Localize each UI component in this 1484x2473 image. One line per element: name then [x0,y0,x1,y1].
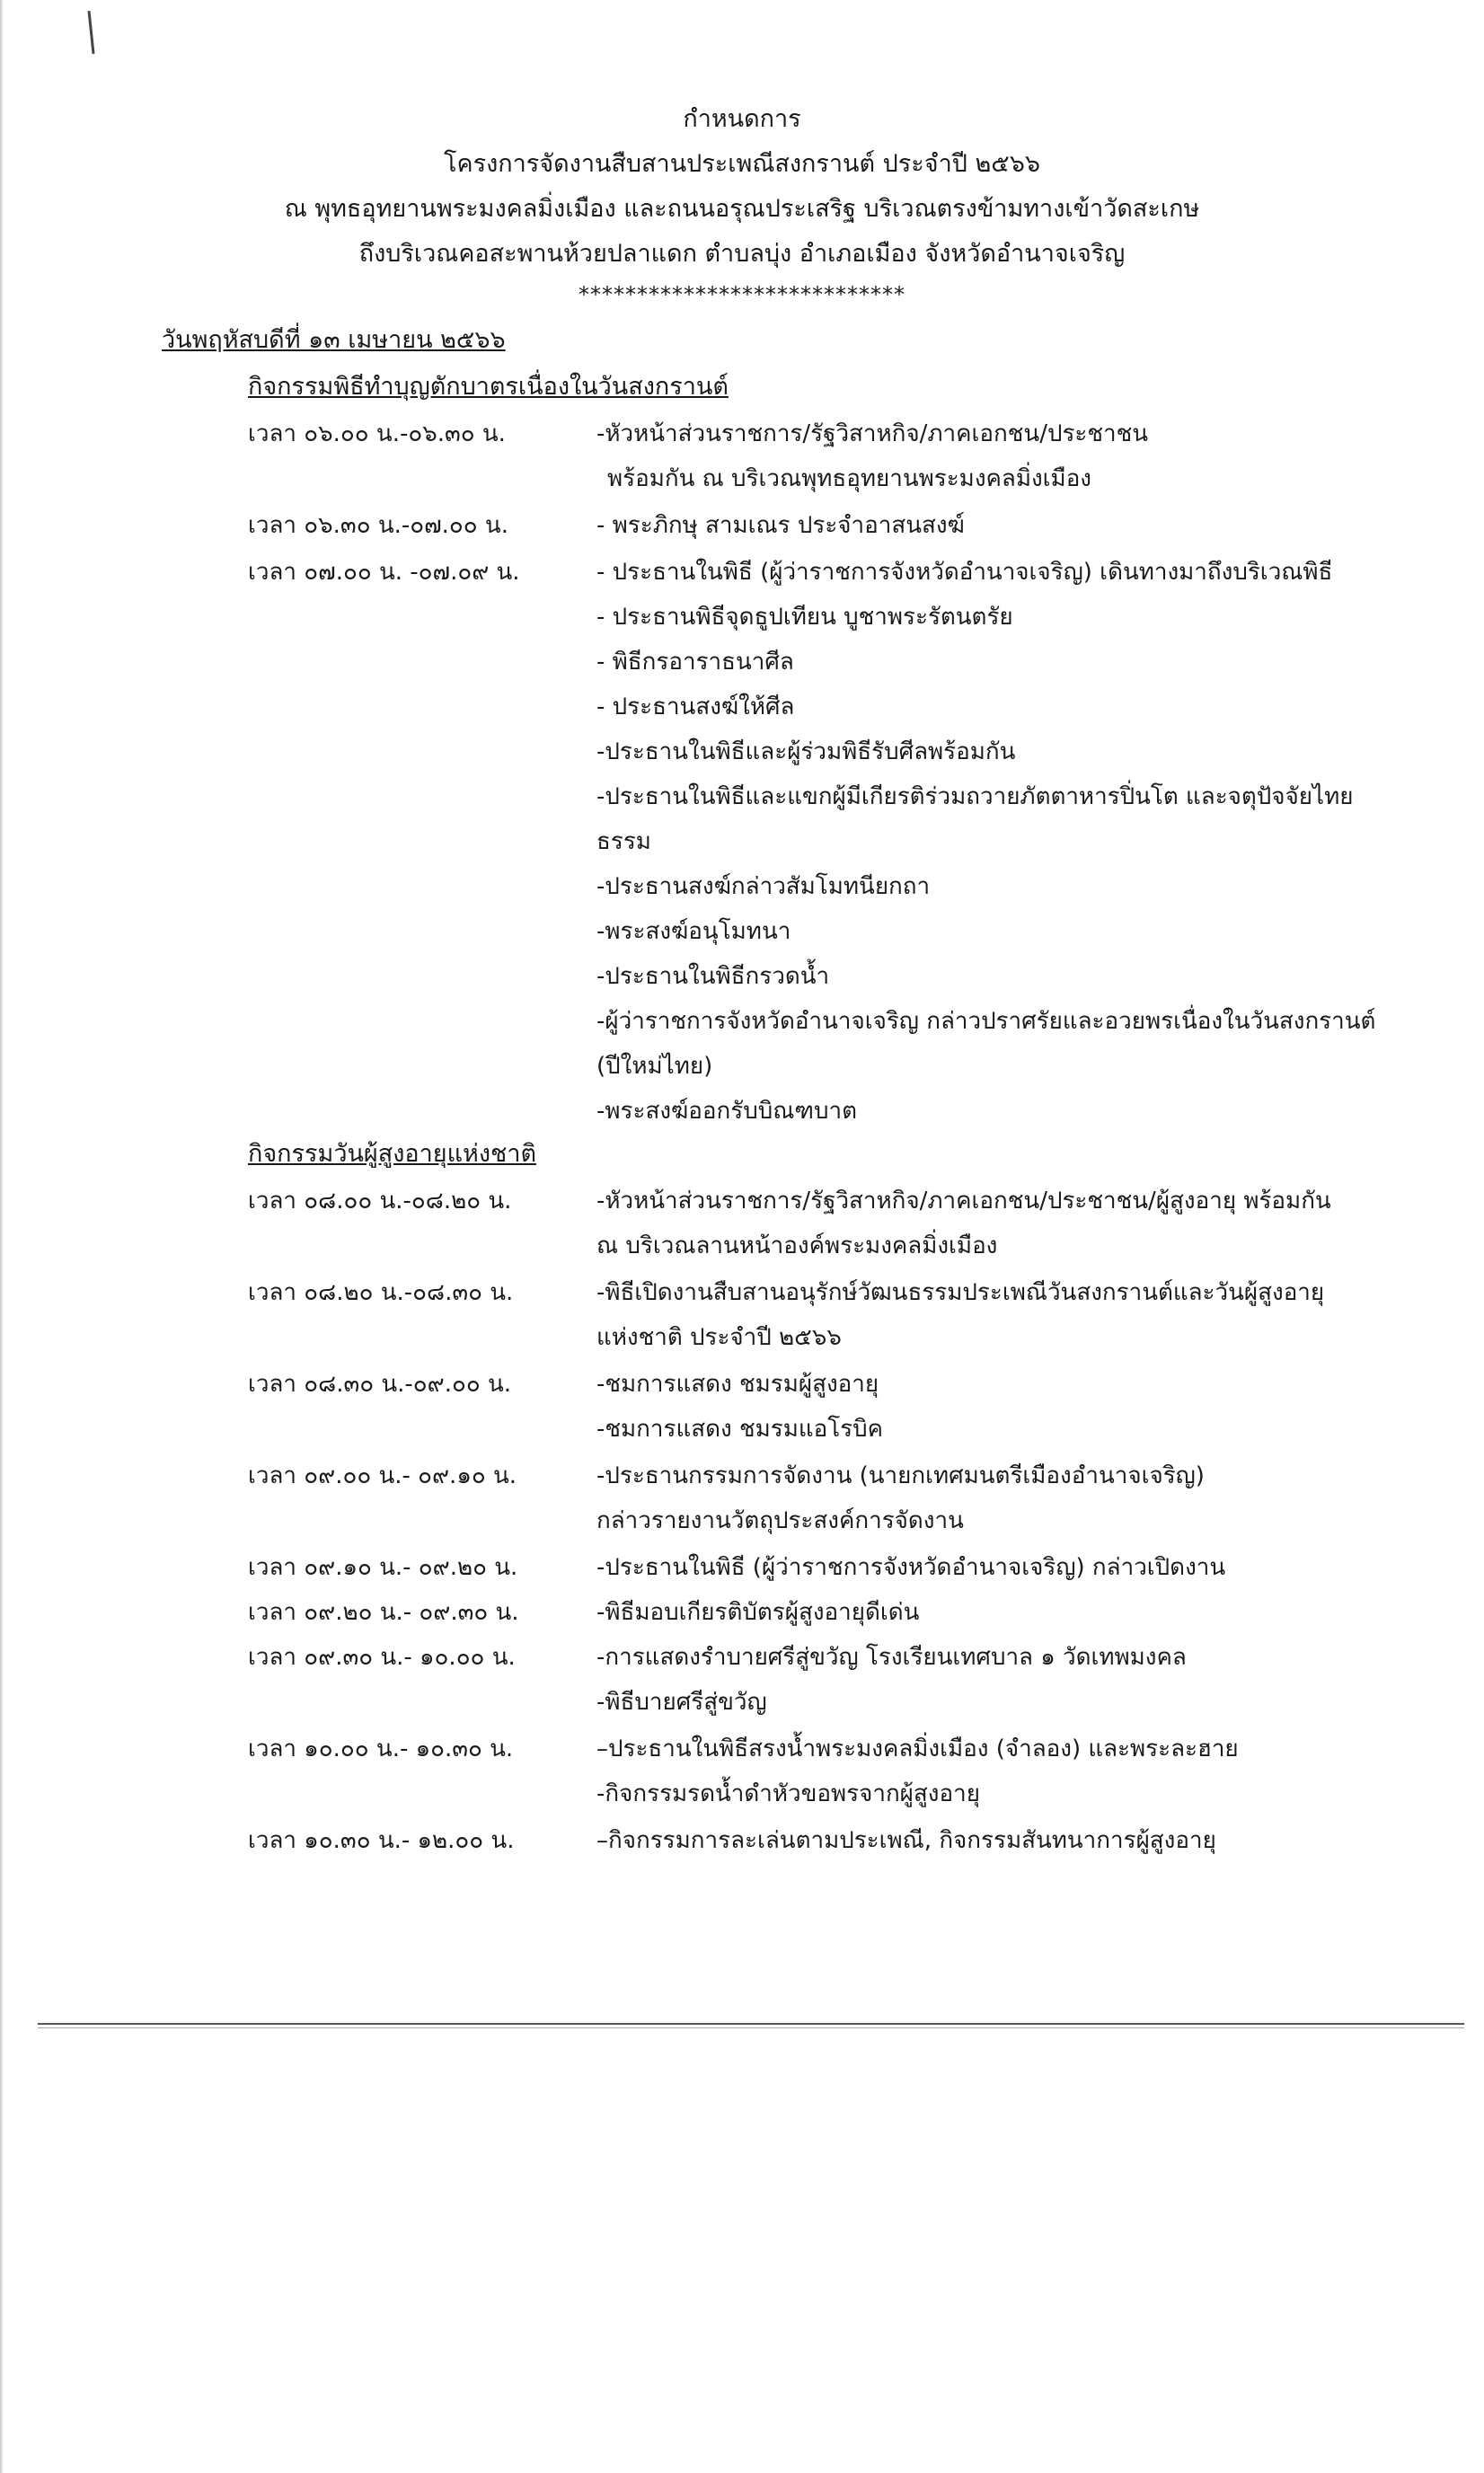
schedule-description [596,1270,1405,1360]
description-line: -ผู้ว่าราชการจังหวัดอำนาจเจริญ กล่าวปราศรัยและอวยพรเนื่องในวันสงกรานต์ [596,1008,1376,1035]
description-line: ธรรม [596,828,651,855]
schedule-description [596,1362,1405,1452]
description-line: แห่งชาติ ประจำปี ๒๕๖๖ [596,1324,842,1351]
date-heading: วันพฤหัสบดีที่ ๑๓ เมษายน ๒๕๖๖ [162,326,506,354]
schedule-time: เวลา ๐๖.๓๐ น.-๐๗.๐๐ น. [248,512,508,539]
description-line: -ประธานสงฆ์กล่าวสัมโมทนียกถา [596,873,931,900]
schedule-time: เวลา ๐๘.๓๐ น.-๐๙.๐๐ น. [248,1371,512,1398]
description-line: - ประธานสงฆ์ให้ศีล [596,693,795,720]
document-title: กำหนดการ [683,105,801,133]
description-line: -ประธานในพิธีกรวดน้ำ [596,963,830,990]
section-title-merit: กิจกรรมพิธีทำบุญตักบาตรเนื่องในวันสงกรานต์ [248,373,729,401]
schedule-time: เวลา ๐๖.๐๐ น.-๐๖.๓๐ น. [248,420,506,447]
description-line: - พระภิกษุ สามเณร ประจำอาสนสงฆ์ [596,512,965,539]
description-line: กล่าวรายงานวัตถุประสงค์การจัดงาน [596,1507,964,1534]
venue-line-1: ณ พุทธอุทยานพระมงคลมิ่งเมือง และถนนอรุณประเสริฐ บริเวณตรงข้ามทางเข้าวัดสะเกษ [284,195,1200,223]
description-line: -ชมการแสดง ชมรมแอโรบิค [596,1416,884,1443]
description-line: -ชมการแสดง ชมรมผู้สูงอายุ [596,1371,879,1398]
description-line: -พิธีบายศรีสู่ขวัญ [596,1689,767,1716]
schedule-time: เวลา ๐๙.๒๐ น.- ๐๙.๓๐ น. [248,1599,519,1626]
venue-line-2: ถึงบริเวณคอสะพานห้วยปลาแดก ตำบลบุ่ง อำเภอเมือง จังหวัดอำนาจเจริญ [358,240,1126,268]
scan-mark [87,11,94,54]
schedule-time: เวลา ๐๙.๑๐ น.- ๐๙.๒๐ น. [248,1554,518,1581]
description-line: - ประธานพิธีจุดธูปเทียน บูชาพระรัตนตรัย [596,604,1013,631]
schedule-description [596,503,1405,548]
description-line: พร้อมกัน ณ บริเวณพุทธอุทยานพระมงคลมิ่งเมือง [607,465,1092,492]
footer-divider-shadow [38,2027,1464,2028]
description-line: -ประธานกรรมการจัดงาน (นายกเทศมนตรีเมืองอำนาจเจริญ) [596,1462,1205,1489]
schedule-description [596,1545,1405,1590]
schedule-description [596,1179,1405,1268]
description-line: -ประธานในพิธีและแขกผู้มีเกียรติร่วมถวายภัตตาหารปิ่นโต และจตุปัจจัยไทย [596,783,1354,810]
description-line: -หัวหน้าส่วนราชการ/รัฐวิสาหกิจ/ภาคเอกชน/ประชาชน/ผู้สูงอายุ พร้อมกัน [596,1188,1331,1214]
star-divider: **************************** [579,282,905,307]
schedule-time: เวลา ๐๗.๐๐ น. -๐๗.๐๙ น. [248,559,520,586]
schedule-time: เวลา ๐๘.๐๐ น.-๐๘.๒๐ น. [248,1188,512,1214]
footer-divider [38,2023,1464,2025]
project-name: โครงการจัดงานสืบสานประเพณีสงกรานต์ ประจำปี ๒๕๖๖ [444,150,1040,178]
description-line: -ประธานในพิธีและผู้ร่วมพิธีรับศีลพร้อมกัน [596,738,1016,765]
description-line: -พระสงฆ์ออกรับบิณฑบาต [596,1098,857,1125]
description-line: –ประธานในพิธีสรงน้ำพระมงคลมิ่งเมือง (จำลอง) และพระละฮาย [596,1736,1239,1762]
schedule-time: เวลา ๑๐.๓๐ น.- ๑๒.๐๐ น. [248,1827,515,1854]
scan-edge [0,0,4,2473]
description-line: –กิจกรรมการละเล่นตามประเพณี, กิจกรรมสันทนาการผู้สูงอายุ [596,1827,1216,1854]
description-line: -การแสดงรำบายศรีสู่ขวัญ โรงเรียนเทศบาล ๑ วัดเทพมงคล [596,1644,1187,1671]
description-line: - ประธานในพิธี (ผู้ว่าราชการจังหวัดอำนาจเจริญ) เดินทางมาถึงบริเวณพิธี [596,559,1333,586]
schedule-description [596,1635,1405,1725]
description-line: -หัวหน้าส่วนราชการ/รัฐวิสาหกิจ/ภาคเอกชน/ประชาชน [596,420,1149,447]
schedule-time: เวลา ๑๐.๐๐ น.- ๑๐.๓๐ น. [248,1736,514,1762]
schedule-time: เวลา ๐๘.๒๐ น.-๐๘.๓๐ น. [248,1279,514,1306]
schedule-time: เวลา ๐๙.๓๐ น.- ๑๐.๐๐ น. [248,1644,516,1671]
description-line: - พิธีกรอาราธนาศีล [596,649,794,676]
description-line: ณ บริเวณลานหน้าองค์พระมงคลมิ่งเมือง [596,1232,998,1259]
description-line: -พิธีเปิดงานสืบสานอนุรักษ์วัฒนธรรมประเพณีวันสงกรานต์และวันผู้สูงอายุ [596,1279,1325,1306]
schedule-time: เวลา ๐๙.๐๐ น.- ๐๙.๑๐ น. [248,1462,517,1489]
document-header [0,97,1484,313]
section-title-elderly: กิจกรรมวันผู้สูงอายุแห่งชาติ [248,1140,537,1168]
description-line: -พิธีมอบเกียรติบัตรผู้สูงอายุดีเด่น [596,1599,920,1626]
description-line: (ปีใหม่ไทย) [596,1053,713,1080]
schedule-description [596,1818,1405,1863]
schedule-description [596,1590,1405,1635]
description-line: -กิจกรรมรดน้ำดำหัวขอพรจากผู้สูงอายุ [596,1780,980,1807]
schedule-description [596,1453,1405,1543]
schedule-description [596,411,1405,501]
schedule-description [596,1727,1405,1816]
description-line: -พระสงฆ์อนุโมทนา [596,918,791,945]
description-line: -ประธานในพิธี (ผู้ว่าราชการจังหวัดอำนาจเจริญ) กล่าวเปิดงาน [596,1554,1226,1581]
schedule-description [596,550,1405,1134]
